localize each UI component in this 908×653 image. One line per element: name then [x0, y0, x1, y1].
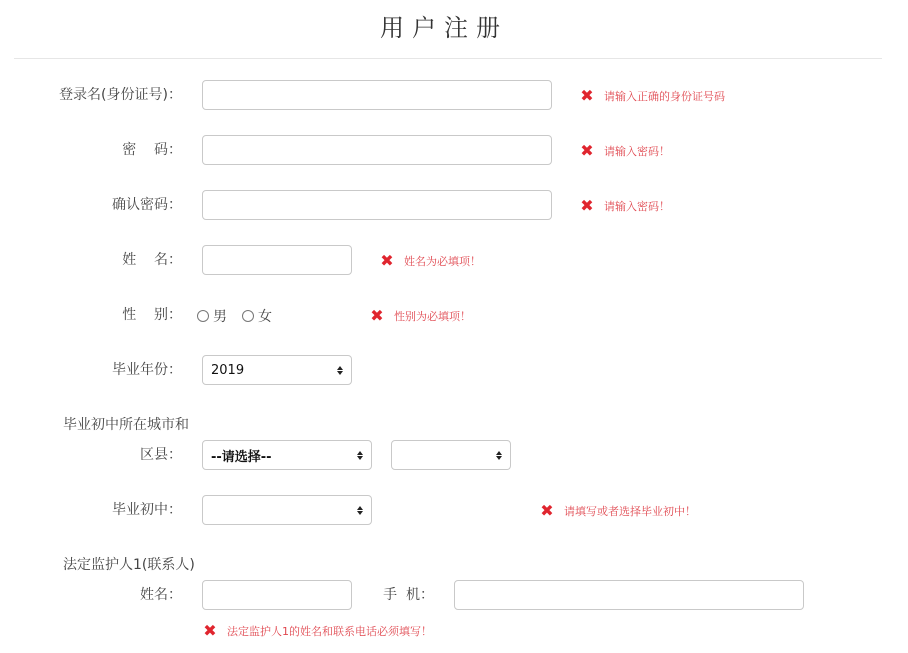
close-x-icon: ✖ [203, 621, 217, 640]
login-error [580, 88, 725, 104]
guardian-error-text: 法定监护人1的姓名和联系电话必须填写！ [227, 625, 432, 638]
name-error [380, 253, 481, 269]
close-x-icon: ✖ [370, 306, 384, 325]
school-select[interactable] [202, 495, 372, 525]
gender-male-label: 男 [213, 309, 227, 325]
login-id-input[interactable] [202, 80, 552, 110]
login-error-text: 请输入正确的身份证号码 [604, 90, 725, 103]
guardian-phone-label: 手 机： [383, 587, 434, 603]
school-error [540, 503, 696, 519]
gender-female-radio[interactable] [242, 310, 254, 322]
select-arrows-icon [496, 451, 502, 460]
select-arrows-icon [337, 366, 343, 375]
guardian-name-label: 姓名： [140, 587, 182, 603]
gender-male-option[interactable] [197, 306, 227, 326]
district-label-line2: 区县： [140, 447, 182, 463]
login-label: 登录名(身份证号)： [59, 87, 182, 103]
city-select-value: --请选择-- [211, 449, 272, 465]
city-select[interactable] [202, 440, 372, 470]
close-x-icon: ✖ [580, 86, 594, 105]
title-divider [14, 58, 882, 59]
school-error-text: 请填写或者选择毕业初中！ [564, 505, 696, 518]
select-arrows-icon [357, 451, 363, 460]
school-label: 毕业初中： [112, 502, 182, 518]
district-select[interactable] [391, 440, 511, 470]
grad-year-value: 2019 [211, 362, 245, 378]
page-title: 用户注册 [380, 14, 508, 42]
gender-male-radio[interactable] [197, 310, 209, 322]
confirm-password-label: 确认密码： [112, 197, 182, 213]
password-error [580, 143, 670, 159]
name-label: 姓 名： [122, 252, 182, 268]
password-error-text: 请输入密码！ [604, 145, 670, 158]
close-x-icon: ✖ [580, 141, 594, 160]
gender-error-text: 性别为必填项！ [394, 310, 471, 323]
gender-label: 性 别： [122, 307, 182, 323]
password-input[interactable] [202, 135, 552, 165]
gender-female-label: 女 [258, 309, 272, 325]
guardian-name-input[interactable] [202, 580, 352, 610]
district-label-line1: 毕业初中所在城市和 [63, 417, 189, 433]
close-x-icon: ✖ [540, 501, 554, 520]
name-input[interactable] [202, 245, 352, 275]
confirm-password-error [580, 198, 670, 214]
select-arrows-icon [357, 506, 363, 515]
grad-year-select[interactable] [202, 355, 352, 385]
password-label: 密 码： [122, 142, 182, 158]
confirm-password-input[interactable] [202, 190, 552, 220]
guardian-section-label: 法定监护人1(联系人) [63, 557, 195, 573]
gender-female-option[interactable] [242, 306, 272, 326]
name-error-text: 姓名为必填项！ [404, 255, 481, 268]
guardian-error [203, 623, 432, 639]
guardian-phone-input[interactable] [454, 580, 804, 610]
gender-error [370, 308, 471, 324]
confirm-password-error-text: 请输入密码！ [604, 200, 670, 213]
grad-year-label: 毕业年份： [112, 362, 182, 378]
close-x-icon: ✖ [380, 251, 394, 270]
close-x-icon: ✖ [580, 196, 594, 215]
